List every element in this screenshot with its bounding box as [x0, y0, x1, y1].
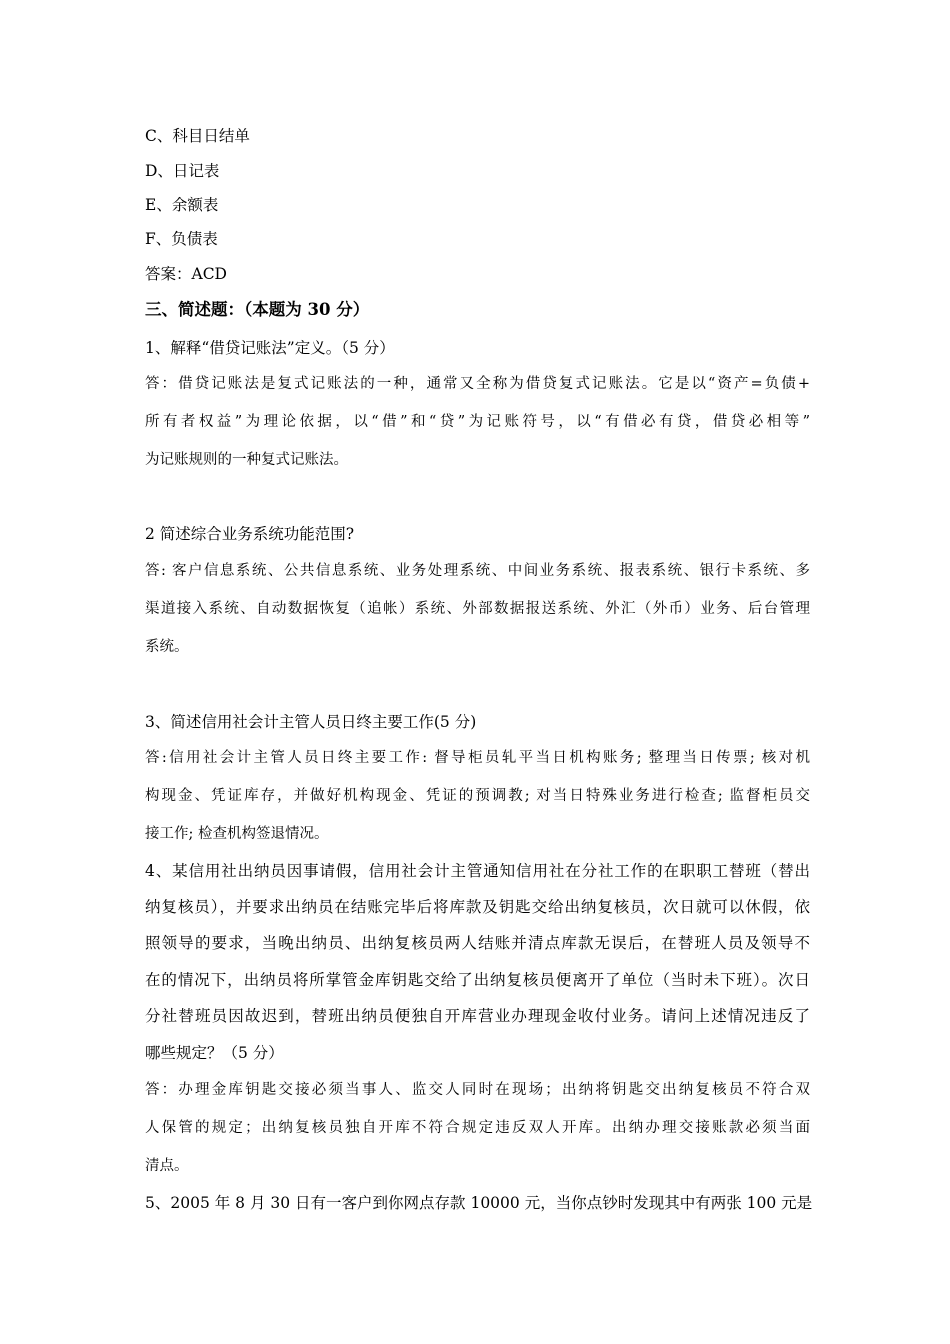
q5-question-line-1: 5、2005 年 8 月 30 日有一客户到你网点存款 10000 元，当你点钞时发现其中有两张 100 元是	[145, 1194, 813, 1212]
q4-question-line-5: 分社替班员因故迟到，替班出纳员便独自开库营业办理现金收付业务。请问上述情况违反了	[145, 1007, 810, 1025]
q3-answer-line-1: 答:信用社会计主管人员日终主要工作: 督导柜员轧平当日机构账务; 整理当日传票; 核对机	[145, 750, 810, 766]
q4-question-line-4: 在的情况下，出纳员将所掌管金库钥匙交给了出纳复核员便离开了单位（当时未下班）。次日	[145, 971, 810, 989]
option-d: D、日记表	[145, 162, 220, 180]
q1-answer-line-1: 答：借贷记账法是复式记账法的一种，通常又全称为借贷复式记账法。它是以“资产=负债+	[145, 376, 810, 392]
q1-answer-line-3: 为记账规则的一种复式记账法。	[145, 452, 348, 468]
q4-answer-line-1: 答：办理金库钥匙交接必须当事人、监交人同时在现场；出纳将钥匙交出纳复核员不符合双	[145, 1082, 810, 1098]
q3-answer-line-3: 接工作; 检查机构签退情况。	[145, 826, 329, 842]
answer-line: 答案：ACD	[145, 265, 227, 283]
q1-question: 1、解释“借贷记账法”定义。（5 分）	[145, 339, 395, 357]
q4-question-line-2: 纳复核员），并要求出纳员在结账完毕后将库款及钥匙交给出纳复核员，次日就可以休假，依	[145, 898, 810, 916]
q4-answer-line-3: 清点。	[145, 1158, 189, 1174]
section-heading: 三、简述题：（本题为 30 分）	[145, 300, 370, 319]
q1-answer-line-2: 所有者权益”为理论依据，以“借”和“贷”为记账符号，以“有借必有贷，借贷必相等”	[145, 414, 810, 430]
q4-answer-line-2: 人保管的规定；出纳复核员独自开库不符合规定违反双人开库。出纳办理交接账款必须当面	[145, 1120, 810, 1136]
q4-question-line-6: 哪些规定？（5 分）	[145, 1044, 284, 1062]
option-f: F、负债表	[145, 230, 218, 248]
q4-question-line-3: 照领导的要求，当晚出纳员、出纳复核员两人结账并清点库款无误后，在替班人员及领导不	[145, 934, 810, 952]
q2-answer-line-3: 系统。	[145, 639, 189, 655]
option-c: C、科目日结单	[145, 127, 250, 145]
q3-question: 3、简述信用社会计主管人员日终主要工作(5 分)	[145, 713, 477, 731]
q2-answer-line-2: 渠道接入系统、自动数据恢复（追帐）系统、外部数据报送系统、外汇（外币）业务、后台管理	[145, 601, 810, 617]
q2-answer-line-1: 答: 客户信息系统、公共信息系统、业务处理系统、中间业务系统、报表系统、银行卡系统、多	[145, 563, 810, 579]
q2-question: 2 简述综合业务系统功能范围?	[145, 525, 355, 543]
q4-question-line-1: 4、某信用社出纳员因事请假，信用社会计主管通知信用社在分社工作的在职职工替班（替出	[145, 862, 810, 880]
q3-answer-line-2: 构现金、凭证库存，并做好机构现金、凭证的预调教; 对当日特殊业务进行检查; 监督柜员交	[145, 788, 810, 804]
option-e: E、余额表	[145, 196, 219, 214]
